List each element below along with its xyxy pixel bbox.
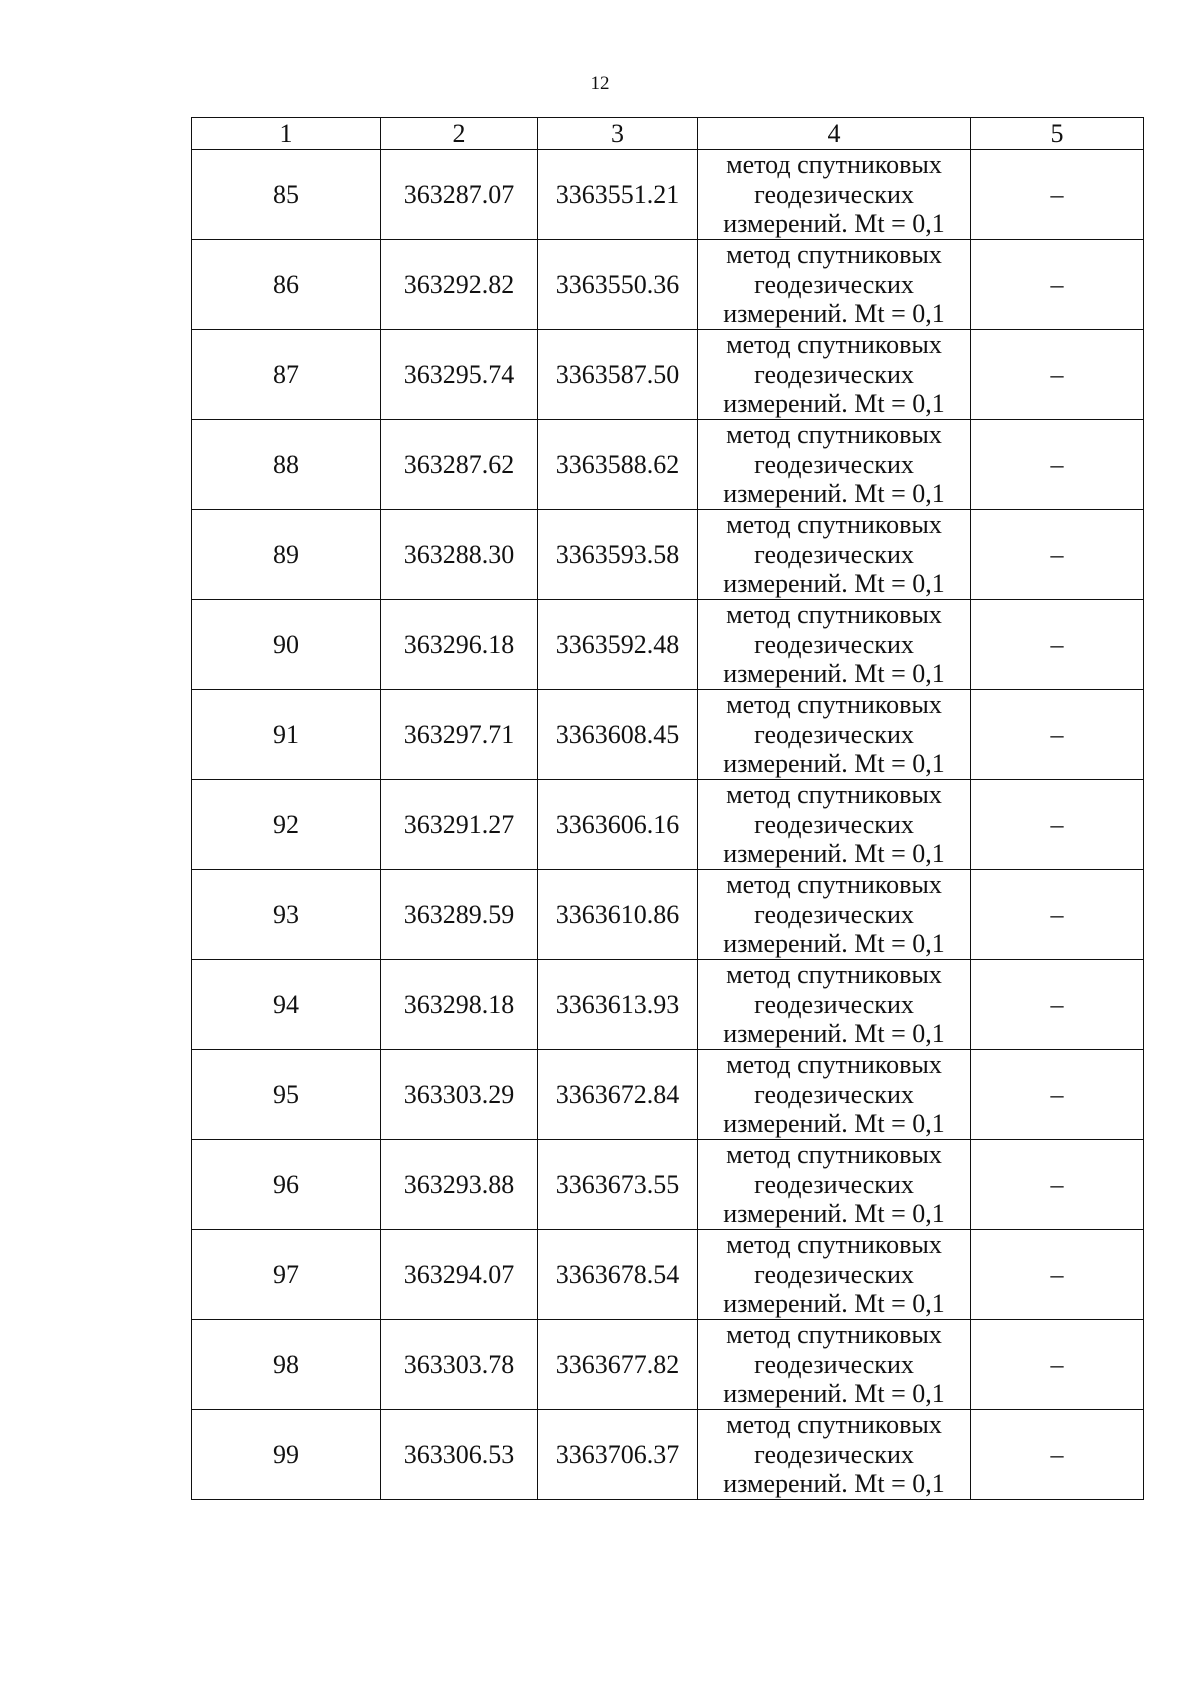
method-text-line: измерений. Mt = 0,1 — [723, 1469, 945, 1499]
method-text-line: измерений. Mt = 0,1 — [723, 659, 945, 689]
note-cell: – — [971, 420, 1144, 510]
method-text-line: метод спутниковых — [726, 960, 942, 990]
method-text-line: измерений. Mt = 0,1 — [723, 749, 945, 779]
table-row — [192, 1230, 1144, 1320]
method-cell — [698, 330, 971, 420]
method-text-line: геодезических — [754, 899, 914, 929]
x-coordinate-cell: 363287.07 — [381, 150, 538, 240]
method-cell — [698, 240, 971, 330]
method-text-line: метод спутниковых — [726, 1230, 942, 1260]
x-coordinate-cell: 363295.74 — [381, 330, 538, 420]
x-coordinate-cell: 363296.18 — [381, 600, 538, 690]
method-text-line: геодезических — [754, 989, 914, 1019]
method-cell — [698, 510, 971, 600]
x-coordinate-cell: 363291.27 — [381, 780, 538, 870]
note-cell: – — [971, 960, 1144, 1050]
method-text-line: метод спутниковых — [726, 330, 942, 360]
method-text-line: геодезических — [754, 269, 914, 299]
table-row — [192, 1050, 1144, 1140]
method-text-line: измерений. Mt = 0,1 — [723, 839, 945, 869]
table-row — [192, 1320, 1144, 1410]
note-cell: – — [971, 690, 1144, 780]
note-cell: – — [971, 600, 1144, 690]
note-cell: – — [971, 330, 1144, 420]
method-text-line: геодезических — [754, 809, 914, 839]
method-text-line: геодезических — [754, 179, 914, 209]
method-cell — [698, 690, 971, 780]
point-number-cell: 89 — [192, 510, 381, 600]
method-text-line: измерений. Mt = 0,1 — [723, 569, 945, 599]
table-row — [192, 1140, 1144, 1230]
coordinates-table — [191, 117, 1144, 1500]
x-coordinate-cell: 363306.53 — [381, 1410, 538, 1500]
y-coordinate-cell: 3363593.58 — [538, 510, 698, 600]
method-text-line: геодезических — [754, 359, 914, 389]
table-header-row — [192, 118, 1144, 150]
method-text-line: метод спутниковых — [726, 150, 942, 180]
method-cell — [698, 1140, 971, 1230]
method-text-line: геодезических — [754, 449, 914, 479]
column-header-1: 1 — [192, 118, 381, 150]
method-text-line: измерений. Mt = 0,1 — [723, 389, 945, 419]
y-coordinate-cell: 3363551.21 — [538, 150, 698, 240]
method-text-line: измерений. Mt = 0,1 — [723, 1379, 945, 1409]
column-header-2: 2 — [381, 118, 538, 150]
note-cell: – — [971, 240, 1144, 330]
y-coordinate-cell: 3363706.37 — [538, 1410, 698, 1500]
y-coordinate-cell: 3363592.48 — [538, 600, 698, 690]
method-text-line: измерений. Mt = 0,1 — [723, 1289, 945, 1319]
note-cell: – — [971, 870, 1144, 960]
table-row — [192, 330, 1144, 420]
x-coordinate-cell: 363297.71 — [381, 690, 538, 780]
method-text-line: геодезических — [754, 629, 914, 659]
point-number-cell: 86 — [192, 240, 381, 330]
method-text-line: измерений. Mt = 0,1 — [723, 299, 945, 329]
method-text-line: метод спутниковых — [726, 780, 942, 810]
y-coordinate-cell: 3363672.84 — [538, 1050, 698, 1140]
y-coordinate-cell: 3363677.82 — [538, 1320, 698, 1410]
point-number-cell: 87 — [192, 330, 381, 420]
point-number-cell: 88 — [192, 420, 381, 510]
table-row — [192, 780, 1144, 870]
x-coordinate-cell: 363288.30 — [381, 510, 538, 600]
point-number-cell: 98 — [192, 1320, 381, 1410]
note-cell: – — [971, 1410, 1144, 1500]
point-number-cell: 96 — [192, 1140, 381, 1230]
note-cell: – — [971, 1320, 1144, 1410]
method-text-line: геодезических — [754, 1439, 914, 1469]
method-text-line: геодезических — [754, 539, 914, 569]
point-number-cell: 92 — [192, 780, 381, 870]
method-text-line: измерений. Mt = 0,1 — [723, 929, 945, 959]
method-text-line: метод спутниковых — [726, 600, 942, 630]
table-body — [192, 150, 1144, 1500]
method-cell — [698, 600, 971, 690]
method-text-line: измерений. Mt = 0,1 — [723, 479, 945, 509]
method-text-line: измерений. Mt = 0,1 — [723, 1019, 945, 1049]
point-number-cell: 99 — [192, 1410, 381, 1500]
point-number-cell: 97 — [192, 1230, 381, 1320]
method-cell — [698, 960, 971, 1050]
table-row — [192, 1410, 1144, 1500]
page-number: 12 — [590, 73, 610, 94]
method-text-line: метод спутниковых — [726, 1140, 942, 1170]
table-row — [192, 690, 1144, 780]
x-coordinate-cell: 363303.29 — [381, 1050, 538, 1140]
x-coordinate-cell: 363287.62 — [381, 420, 538, 510]
table-row — [192, 240, 1144, 330]
table-row — [192, 870, 1144, 960]
point-number-cell: 90 — [192, 600, 381, 690]
y-coordinate-cell: 3363606.16 — [538, 780, 698, 870]
column-header-5: 5 — [971, 118, 1144, 150]
method-text-line: измерений. Mt = 0,1 — [723, 1109, 945, 1139]
y-coordinate-cell: 3363673.55 — [538, 1140, 698, 1230]
column-header-3: 3 — [538, 118, 698, 150]
method-text-line: метод спутниковых — [726, 690, 942, 720]
note-cell: – — [971, 1230, 1144, 1320]
method-cell — [698, 150, 971, 240]
method-cell — [698, 1230, 971, 1320]
method-text-line: метод спутниковых — [726, 1050, 942, 1080]
method-text-line: метод спутниковых — [726, 420, 942, 450]
point-number-cell: 91 — [192, 690, 381, 780]
note-cell: – — [971, 150, 1144, 240]
table-row — [192, 960, 1144, 1050]
method-text-line: геодезических — [754, 1349, 914, 1379]
method-text-line: измерений. Mt = 0,1 — [723, 209, 945, 239]
x-coordinate-cell: 363298.18 — [381, 960, 538, 1050]
method-text-line: геодезических — [754, 1079, 914, 1109]
method-text-line: геодезических — [754, 1259, 914, 1289]
note-cell: – — [971, 780, 1144, 870]
y-coordinate-cell: 3363610.86 — [538, 870, 698, 960]
method-text-line: метод спутниковых — [726, 870, 942, 900]
method-text-line: геодезических — [754, 719, 914, 749]
method-text-line: геодезических — [754, 1169, 914, 1199]
method-cell — [698, 870, 971, 960]
method-text-line: метод спутниковых — [726, 510, 942, 540]
method-cell — [698, 780, 971, 870]
method-cell — [698, 1050, 971, 1140]
method-text-line: метод спутниковых — [726, 1410, 942, 1440]
y-coordinate-cell: 3363608.45 — [538, 690, 698, 780]
x-coordinate-cell: 363294.07 — [381, 1230, 538, 1320]
method-cell — [698, 1320, 971, 1410]
point-number-cell: 95 — [192, 1050, 381, 1140]
y-coordinate-cell: 3363613.93 — [538, 960, 698, 1050]
method-text-line: метод спутниковых — [726, 1320, 942, 1350]
x-coordinate-cell: 363292.82 — [381, 240, 538, 330]
table-row — [192, 600, 1144, 690]
method-cell — [698, 1410, 971, 1500]
x-coordinate-cell: 363289.59 — [381, 870, 538, 960]
table-row — [192, 510, 1144, 600]
method-text-line: метод спутниковых — [726, 240, 942, 270]
method-text-line: измерений. Mt = 0,1 — [723, 1199, 945, 1229]
note-cell: – — [971, 1050, 1144, 1140]
table-row — [192, 420, 1144, 510]
x-coordinate-cell: 363293.88 — [381, 1140, 538, 1230]
point-number-cell: 94 — [192, 960, 381, 1050]
column-header-4: 4 — [698, 118, 971, 150]
point-number-cell: 93 — [192, 870, 381, 960]
y-coordinate-cell: 3363587.50 — [538, 330, 698, 420]
note-cell: – — [971, 510, 1144, 600]
x-coordinate-cell: 363303.78 — [381, 1320, 538, 1410]
point-number-cell: 85 — [192, 150, 381, 240]
method-cell — [698, 420, 971, 510]
y-coordinate-cell: 3363678.54 — [538, 1230, 698, 1320]
y-coordinate-cell: 3363550.36 — [538, 240, 698, 330]
table-row — [192, 150, 1144, 240]
note-cell: – — [971, 1140, 1144, 1230]
y-coordinate-cell: 3363588.62 — [538, 420, 698, 510]
